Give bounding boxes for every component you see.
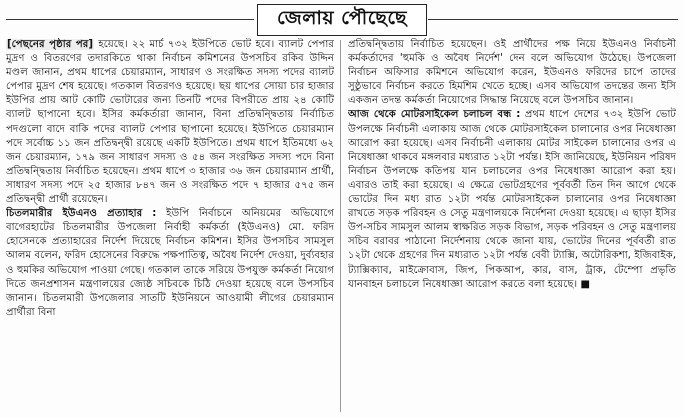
right-paragraph-2 bbox=[348, 108, 676, 291]
headline-box bbox=[257, 4, 427, 36]
right-paragraph-1 bbox=[348, 38, 676, 108]
headline-rule-right bbox=[428, 19, 678, 20]
right-column bbox=[348, 38, 676, 414]
right-paragraph-1-text: প্রতিদ্বন্দ্বিতায় নির্বাচিত হয়েছেন। ওই প্রার্থীদের পক্ষ নিয়ে ইউএনও নির্বাচনী কর্মকর্তাদের 'হুমকি ও অবৈধ নির্দেশ' দেন বলে অভিযোগ উঠেছে। উপজেলা নির্বাচন অফিসার কমিশনে অভিযোগ করেন, ইউএনও ফরিদের চাপে তাদের সুষ্ঠুভাবে নির্বাচন করতে হিমশিম খেতে হচ্ছে। এসব অভিযোগ তদন্তের জন্য ইসি একজন তদন্ত কর্মকর্তা নিয়োগের সিদ্ধান্ত নিয়েছে বলে উপসচিব জানান। bbox=[348, 39, 676, 107]
left-paragraph-2 bbox=[6, 207, 334, 320]
motorcycle-ban-subheading: আজ থেকে মোটরসাইকেল চলাচল বন্ধ : bbox=[348, 109, 521, 121]
left-paragraph-1 bbox=[6, 38, 334, 207]
left-paragraph-1-text: হয়েছে। ২২ মার্চ ৭৩২ ইউপিতে ভোট হবে। ব্যালট পেপার মুদ্রণ ও বিতরণের তদারকিতে থাকা নির্বাচন কমিশনের উপসচিব রকিব উদ্দিন মণ্ডল জানান, প্রথম ধাপের চেয়ারম্যান, সাধারণ ও সংরক্ষিত সদস্য পদের ব্যালট পেপার মুদ্রণ শেষ হয়েছে। গতকাল বিতরণও হয়েছে। ছয় ধাপের সোয়া চার হাজার ইউপির প্রায় আট কোটি ভোটারের জন্য তিনটি পদের বিপরীতে প্রায় ২৪ কোটি ব্যালট ছাপানো হবে। ইসির কর্মকর্তারা জানান, বিনা প্রতিদ্বন্দ্বিতায় নির্বাচিত পদগুলো বাদে বাকি পদের ব্যালট পেপার ছাপানো হয়েছে। ইউপিতে চেয়ারম্যান পদে সর্বোচ্চ ১১ জন প্রতিদ্বন্দ্বী রয়েছে একটি ইউপিতে। প্রথম ধাপে ইতিমধ্যে ৬২ জন চেয়ারম্যান, ১৭৯ জন সাধারণ সদস্য ও ৫৪ জন সংরক্ষিত সদস্য পদে বিনা প্রতিদ্বন্দ্বিতায় নির্বাচিত হয়েছেন। প্রথম ধাপে ৩ হাজার ৩৬ জন চেয়ারম্যান প্রার্থী, সাধারণ সদস্য পদে ২৫ হাজার ৮৪৭ জন ও সংরক্ষিত পদে ৭ হাজার ৫৭৫ জন প্রতিদ্বন্দ্বী প্রার্থী রয়েছেন। bbox=[6, 39, 334, 206]
column-divider bbox=[340, 40, 341, 412]
right-paragraph-2-text: প্রথম ধাপে দেশের ৭৩২ ইউপি ভোট উপলক্ষে নির্বাচনী এলাকায় আজ থেকে মোটরসাইকেল চালানোর ওপর নিষেধাজ্ঞা আরোপ করা হয়েছে। এসব নির্বাচনী এলাকায় মোটর সাইকেল চালানোর ওপর এ নিষেধাজ্ঞা থাকবে মঙ্গলবার মধ্যরাত ১২টা পর্যন্ত। ইসি জানিয়েছে, ইউনিয়ন পরিষদ নির্বাচন উপলক্ষে কতিপয় যান চলাচলের ওপর নিষেধাজ্ঞা আরোপ করা হয়। এবারও তাই করা হয়েছে। এ ক্ষেত্রে ভোটগ্রহণের পূর্ববর্তী তিন দিন আগে থেকে ভোটের দিন মধ্য রাত ১২টা পর্যন্ত মোটরসাইকেল চালানোর ওপর নিষেধাজ্ঞা রাখতে সড়ক পরিবহন ও সেতু মন্ত্রণালয়কে নির্দেশনা দেওয়া হয়েছে। এ ছাড়া ইসির উপ-সচিব সামসুল আলম স্বাক্ষরিত সড়ক বিভাগ, সড়ক পরিবহন ও সেতু মন্ত্রণালয় সচিব বরাবর পাঠানো নির্দেশনায় থেকে জানা যায়, ভোটের দিনের পূর্ববর্তী রাত ১২টা থেকে গ্রহণের দিন মধ্যরাত ১২টা পর্যন্ত বেবী ট্যাক্সি, অটোরিকশা, ইজিবাইক, ট্যাক্সিক্যাব, মাইক্রোবাস, জিপ, পিকআপ, কার, বাস, ট্রাক, টেম্পো প্রভৃতি যানবাহন চলাচলে নিষেধাজ্ঞা আরোপ করতে বলা হয়েছে। ■ bbox=[348, 109, 676, 290]
continued-from-back-page-label: [পেছনের পৃষ্ঠার পর] bbox=[7, 39, 94, 50]
headline: জেলায় পৌছেছে bbox=[276, 7, 408, 29]
left-paragraph-2-text: ইউপি নির্বাচনে অনিয়মের অভিযোগে বাগেরহাটের চিতলমারীর উপজেলা নির্বাহী কর্মকর্তা (ইউএনও) মো. ফরিদ হোসেনকে প্রত্যাহারের নির্দেশ দিয়েছে নির্বাচন কমিশন। ইসির উপসচিব সামসুল আলম বলেন, ফরিদ হোসেনের বিরুদ্ধে পক্ষপাতিত্ব, অবৈধ নির্দেশ দেওয়া, দুর্ব্যবহার ও হুমকির অভিযোগ পাওয়া গেছে। গতকাল তাকে সরিয়ে উপযুক্ত কর্মকর্তা নিয়োগ দিতে জনপ্রশাসন মন্ত্রণালয়ের জ্যেষ্ঠ সচিবকে চিঠি দেওয়া হয়েছে বলে উপসচিব জানান। চিতলমারী উপজেলার সাতটি ইউনিয়নে আওয়ামী লীগের চেয়ারম্যান প্রার্থীরা বিনা bbox=[6, 208, 334, 318]
left-column bbox=[6, 38, 334, 414]
uno-withdrawal-subheading: চিতলমারীর ইউএনও প্রত্যাহার : bbox=[6, 208, 157, 220]
headline-rule-left bbox=[6, 19, 254, 20]
